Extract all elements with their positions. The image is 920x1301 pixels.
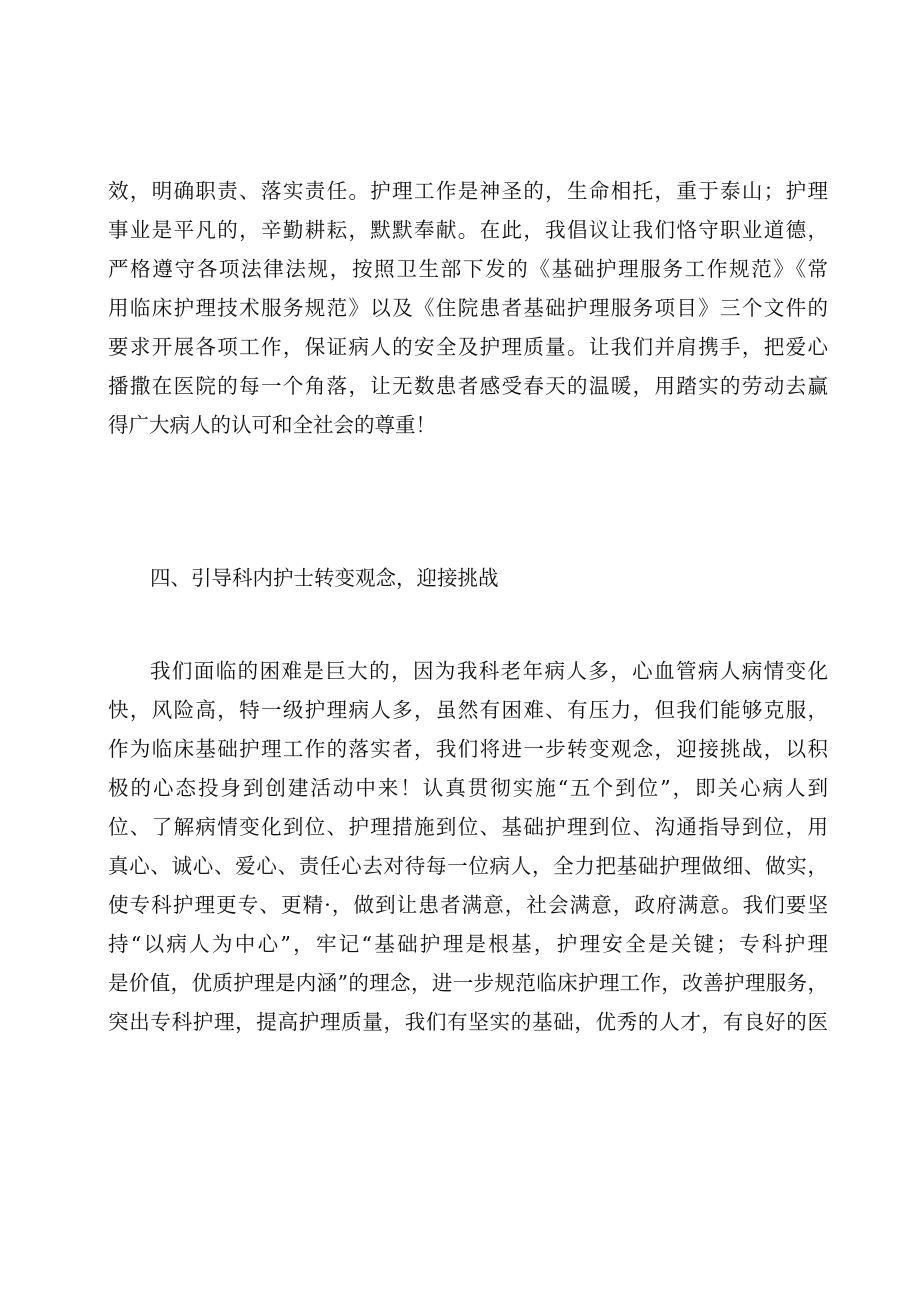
text-line: 效，明确职责、落实责任。护理工作是神圣的，生命相托，重于泰山；护理 <box>108 179 828 203</box>
text-line: 突出专科护理，提高护理质量，我们有坚实的基础，优秀的人才，有良好的医 <box>108 1010 828 1034</box>
text-line: 快，风险高，特一级护理病人多，虽然有困难、有压力，但我们能够克服， <box>108 698 828 722</box>
paragraph-continued <box>108 172 828 445</box>
text-line: 真心、诚心、爱心、责任心去对待每一位病人，全力把基础护理做细、做实， <box>108 854 828 878</box>
text-line: 作为临床基础护理工作的落实者，我们将进一步转变观念，迎接挑战，以积 <box>108 737 828 761</box>
text-line: 持“以病人为中心”，牢记“基础护理是根基，护理安全是关键；专科护理 <box>108 932 828 956</box>
text-line: 严格遵守各项法律法规，按照卫生部下发的《基础护理服务工作规范》《常 <box>108 257 828 281</box>
section-heading: 四、引导科内护士转变观念，迎接挑战 <box>150 566 499 590</box>
text-line: 我们面临的困难是巨大的，因为我科老年病人多，心血管病人病情变化 <box>150 659 828 683</box>
paragraph-main <box>108 652 828 1042</box>
text-line: 位、了解病情变化到位、护理措施到位、基础护理到位、沟通指导到位，用 <box>108 815 828 839</box>
text-line: 用临床护理技术服务规范》以及《住院患者基础护理服务项目》三个文件的 <box>108 296 828 320</box>
text-line: 是价值，优质护理是内涵”的理念，进一步规范临床护理工作，改善护理服务， <box>108 971 828 995</box>
text-line: 要求开展各项工作，保证病人的安全及护理质量。让我们并肩携手，把爱心 <box>108 335 828 359</box>
text-line: 使专科护理更专、更精·，做到让患者满意，社会满意，政府满意。我们要坚 <box>108 893 828 917</box>
text-line: 播撒在医院的每一个角落，让无数患者感受春天的温暖，用踏实的劳动去赢 <box>108 374 828 398</box>
text-line: 得广大病人的认可和全社会的尊重！ <box>108 413 436 437</box>
text-line: 事业是平凡的，辛勤耕耘，默默奉献。在此，我倡议让我们恪守职业道德， <box>108 218 828 242</box>
text-line: 极的心态投身到创建活动中来！认真贯彻实施“五个到位”，即关心病人到 <box>108 776 828 800</box>
